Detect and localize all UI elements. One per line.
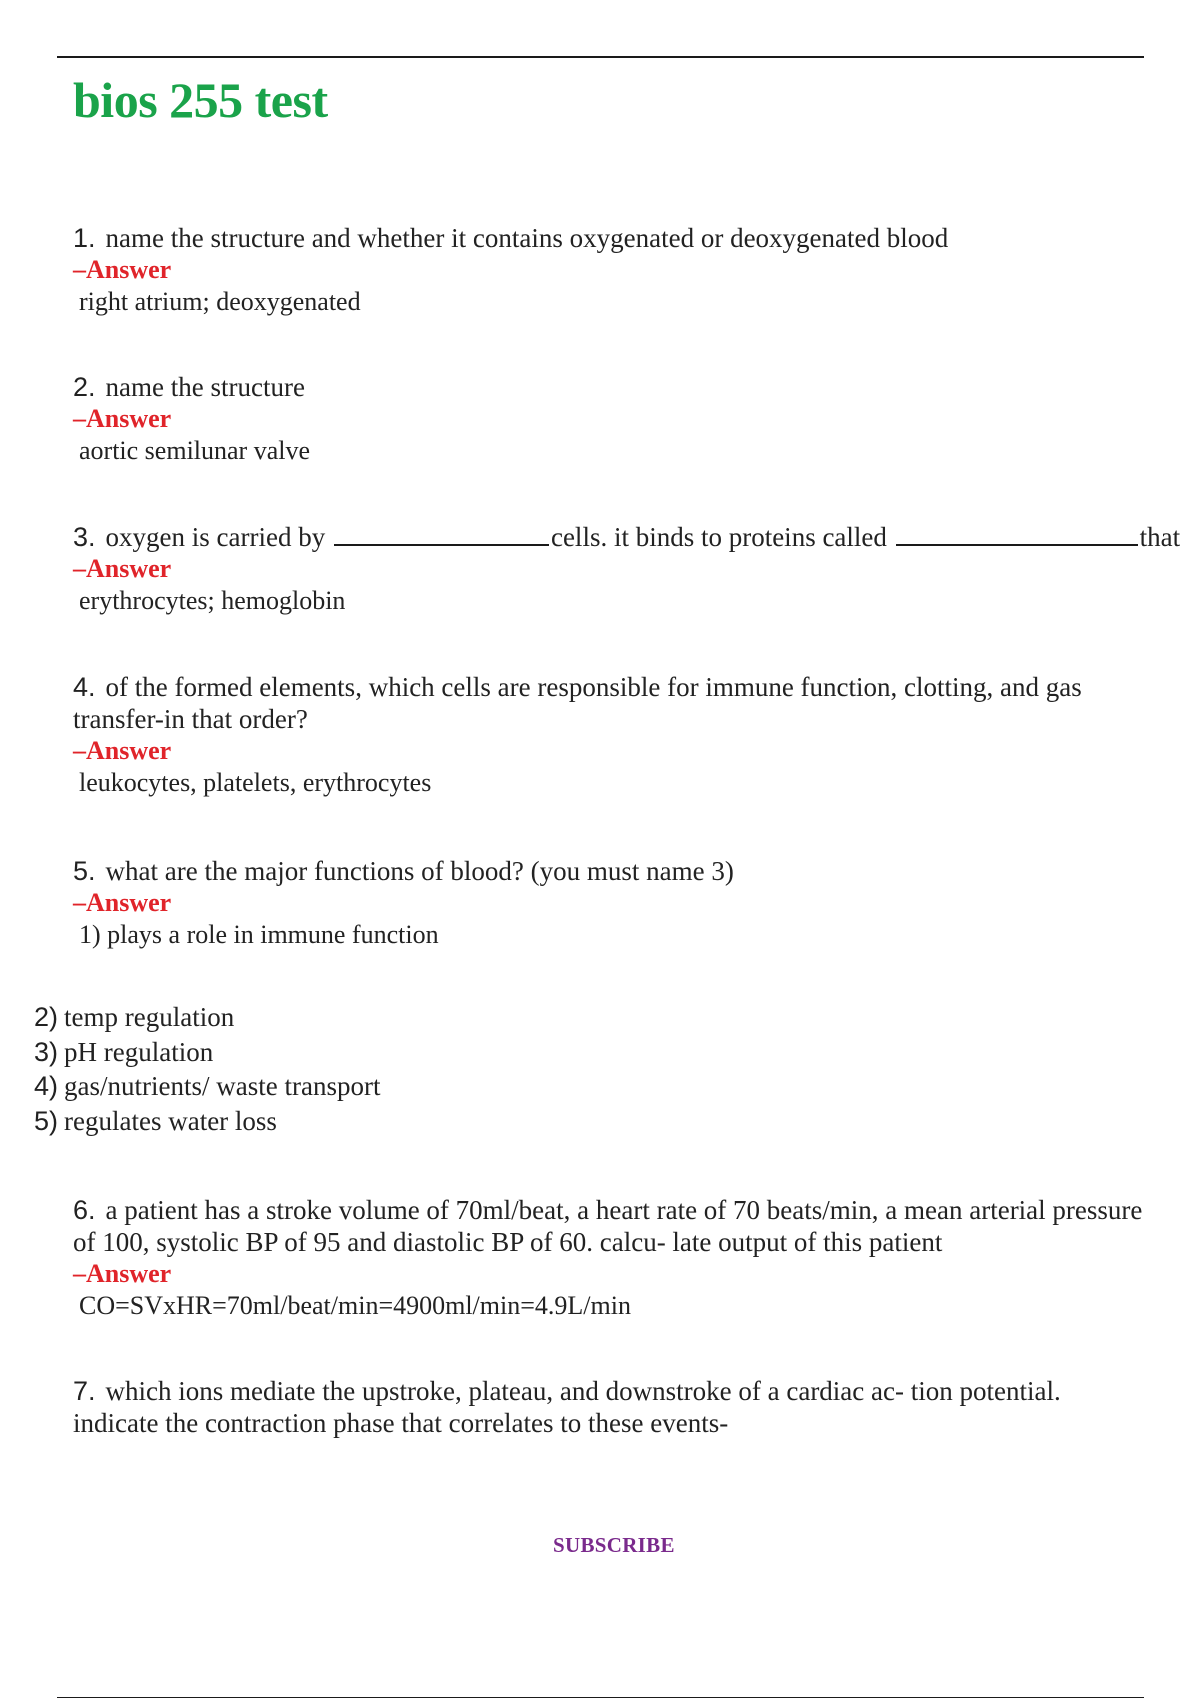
answer-label: –Answer	[73, 255, 172, 284]
answer-label: –Answer	[73, 1259, 172, 1288]
question-number: 4.	[73, 672, 96, 702]
answer-label: –Answer	[73, 404, 172, 433]
list-item-text: temp regulation	[64, 1002, 235, 1032]
list-item	[34, 1035, 380, 1070]
question-number: 7.	[73, 1376, 96, 1406]
question-number: 5.	[73, 856, 96, 886]
subscribe-link[interactable]: SUBSCRIBE	[553, 1533, 675, 1557]
question-text	[73, 1194, 1148, 1258]
answer-label: –Answer	[73, 736, 172, 765]
answer-text: aortic semilunar valve	[79, 436, 311, 465]
question-prompt: which ions mediate the upstroke, plateau, and downstroke of a cardiac ac- tion potential. indicate the contraction phase that correlates to these events-	[73, 1376, 1061, 1438]
list-item-number: 4)	[34, 1071, 59, 1101]
question-number: 2.	[73, 372, 96, 402]
question-prompt: of the formed elements, which cells are responsible for immune function, clotting, and gas transfer-in that order?	[73, 672, 1082, 734]
list-item	[34, 1104, 380, 1139]
answer-label: –Answer	[73, 554, 172, 583]
fill-in-blank	[334, 524, 549, 546]
question-prompt: name the structure and whether it contains oxygenated or deoxygenated blood	[105, 223, 949, 253]
list-item-text: gas/nutrients/ waste transport	[64, 1071, 381, 1101]
page-title: bios 255 test	[73, 72, 328, 128]
question-5	[73, 855, 1133, 951]
question-number: 3.	[73, 522, 96, 552]
question-3	[73, 521, 1200, 617]
list-item-number: 3)	[34, 1036, 59, 1067]
answer-label: –Answer	[73, 888, 172, 917]
fill-in-blank	[896, 524, 1138, 546]
question-7	[73, 1375, 1148, 1439]
question-text	[73, 1375, 1148, 1439]
list-item	[34, 1069, 380, 1104]
answer-text: 1) plays a role in immune function	[79, 920, 439, 949]
answer-text: right atrium; deoxygenated	[79, 287, 361, 316]
question-6	[73, 1194, 1148, 1322]
question-text	[73, 671, 1148, 735]
list-item	[34, 1000, 380, 1035]
question-prompt-part3: that	[1139, 522, 1181, 552]
question-prompt: what are the major functions of blood? (you must name 3)	[105, 856, 734, 886]
list-item-number: 2)	[34, 1002, 59, 1032]
answer-text: erythrocytes; hemoglobin	[79, 586, 346, 615]
question-prompt: a patient has a stroke volume of 70ml/beat, a heart rate of 70 beats/min, a mean arterial pressure of 100, systolic BP of 95 and diastolic BP of 60. calcu- late output of this patient	[73, 1195, 1143, 1257]
question-prompt: name the structure	[105, 372, 305, 402]
question-text	[73, 521, 1200, 553]
question-number: 6.	[73, 1195, 96, 1225]
list-item-number: 5)	[34, 1105, 59, 1136]
list-item-text: pH regulation	[64, 1036, 214, 1067]
bottom-rule	[57, 1697, 1144, 1698]
question-text	[73, 855, 1133, 887]
question-4	[73, 671, 1148, 799]
answer-text: CO=SVxHR=70ml/beat/min=4900ml/min=4.9L/min	[79, 1291, 631, 1320]
question-prompt-part2: cells. it binds to proteins called	[550, 522, 887, 552]
question-number: 1.	[73, 223, 96, 253]
question-prompt-part1: oxygen is carried by	[105, 522, 326, 552]
answer-continuation-list	[34, 1000, 380, 1138]
list-item-text: regulates water loss	[64, 1105, 277, 1136]
answer-text: leukocytes, platelets, erythrocytes	[79, 768, 432, 797]
